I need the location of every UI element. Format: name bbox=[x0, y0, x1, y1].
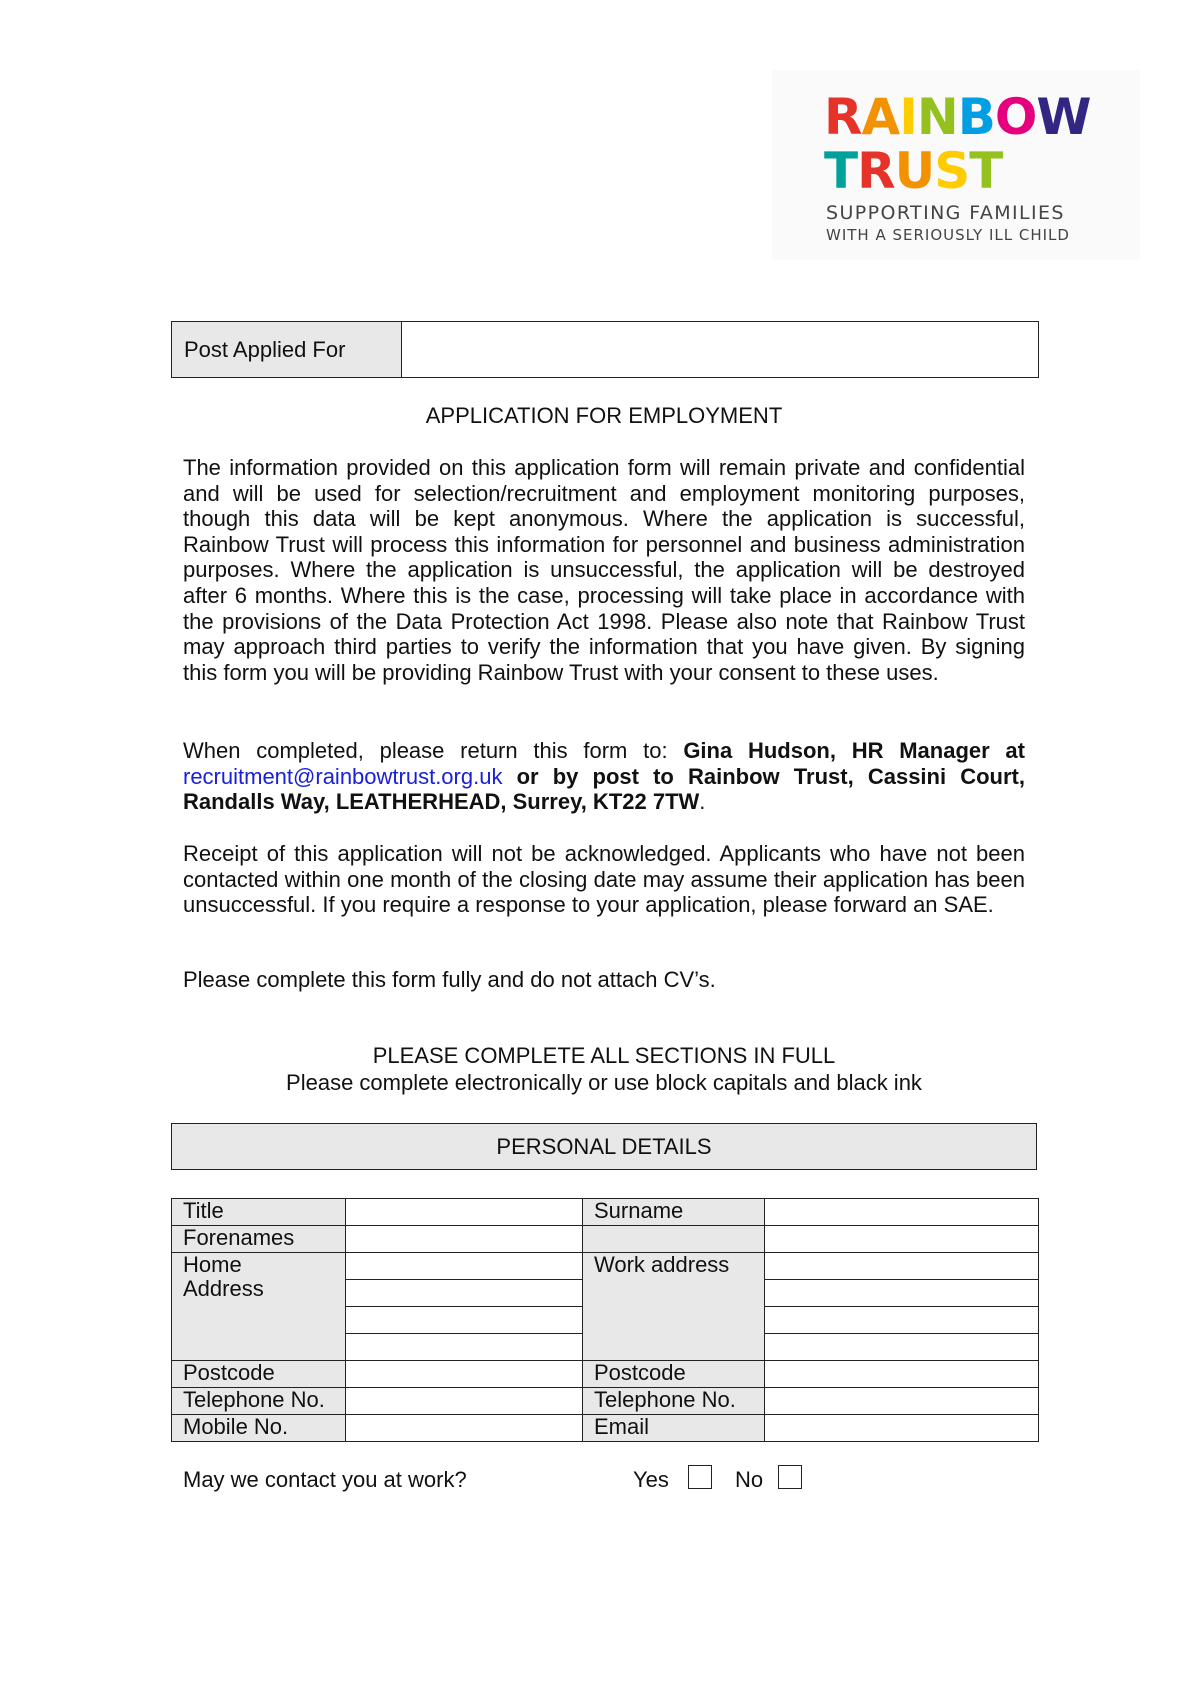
work-address-line-2[interactable] bbox=[765, 1280, 1039, 1307]
personal-details-table bbox=[171, 1198, 1039, 1442]
contact-at-work-question: May we contact you at work? bbox=[183, 1467, 467, 1492]
telephone-field[interactable] bbox=[346, 1388, 583, 1415]
forenames-field[interactable] bbox=[346, 1226, 583, 1253]
yes-checkbox[interactable] bbox=[688, 1465, 712, 1489]
email-label: Email bbox=[583, 1415, 765, 1442]
home-address-label-line2: Address bbox=[183, 1276, 264, 1301]
logo-letter: U bbox=[894, 142, 935, 200]
no-label: No bbox=[735, 1467, 764, 1492]
home-address-label-line1: Home bbox=[183, 1252, 242, 1277]
work-postcode-label: Postcode bbox=[583, 1361, 765, 1388]
home-address-line-2[interactable] bbox=[346, 1280, 583, 1307]
home-address-label bbox=[172, 1253, 346, 1361]
instructions-line-2: Please complete electronically or use block capitals and black ink bbox=[286, 1070, 922, 1095]
email-field[interactable] bbox=[765, 1415, 1039, 1442]
postcode-label: Postcode bbox=[172, 1361, 346, 1388]
forenames-label: Forenames bbox=[172, 1226, 346, 1253]
work-address-line-4[interactable] bbox=[765, 1334, 1039, 1361]
forenames-right-field[interactable] bbox=[765, 1226, 1039, 1253]
receipt-paragraph: Receipt of this application will not be acknowledged. Applicants who have not been contacted within one month of the closing date may assume their application has been unsuccessful. If you require a response to your application, please forward an SAE. bbox=[183, 841, 1025, 918]
logo-letter: B bbox=[957, 88, 995, 146]
logo-letter: O bbox=[994, 88, 1037, 146]
title-field[interactable] bbox=[346, 1199, 583, 1226]
cv-note: Please complete this form fully and do not attach CV’s. bbox=[183, 967, 716, 992]
postcode-field[interactable] bbox=[346, 1361, 583, 1388]
home-address-line-1[interactable] bbox=[346, 1253, 583, 1280]
return-instructions bbox=[183, 738, 1025, 815]
home-address-line-4[interactable] bbox=[346, 1334, 583, 1361]
surname-blank-label bbox=[583, 1226, 765, 1253]
form-title: APPLICATION FOR EMPLOYMENT bbox=[425, 403, 783, 428]
post-applied-label: Post Applied For bbox=[172, 322, 402, 377]
rainbow-trust-logo bbox=[772, 70, 1140, 260]
logo-letter: I bbox=[899, 88, 917, 146]
logo-letter: T bbox=[969, 142, 1003, 200]
telephone-label: Telephone No. bbox=[172, 1388, 346, 1415]
work-address-label: Work address bbox=[583, 1253, 765, 1361]
logo-letter: R bbox=[857, 142, 895, 200]
work-address-line-1[interactable] bbox=[765, 1253, 1039, 1280]
logo-letter: R bbox=[824, 88, 862, 146]
logo-word-trust bbox=[824, 142, 1003, 200]
logo-letter: N bbox=[916, 88, 958, 146]
logo-tagline-1: SUPPORTING FAMILIES bbox=[826, 202, 1065, 224]
work-address-line-3[interactable] bbox=[765, 1307, 1039, 1334]
return-postal-address: or by post to Rainbow Trust, Cassini Court, Randalls Way, LEATHERHEAD, Surrey, KT22 7TW bbox=[183, 763, 1025, 815]
logo-word-rainbow bbox=[824, 88, 1091, 146]
logo-tagline-2: WITH A SERIOUSLY ILL CHILD bbox=[826, 226, 1070, 244]
surname-field[interactable] bbox=[765, 1199, 1039, 1226]
logo-letter: S bbox=[934, 142, 970, 200]
work-telephone-field[interactable] bbox=[765, 1388, 1039, 1415]
mobile-field[interactable] bbox=[346, 1415, 583, 1442]
logo-letter: A bbox=[861, 88, 900, 146]
logo-letter: T bbox=[824, 142, 858, 200]
return-contact: Gina Hudson, HR Manager at bbox=[683, 738, 1025, 763]
work-telephone-label: Telephone No. bbox=[583, 1388, 765, 1415]
mobile-label: Mobile No. bbox=[172, 1415, 346, 1442]
return-prefix: When completed, please return this form to: bbox=[183, 738, 684, 763]
recruitment-email-link[interactable]: recruitment@rainbowtrust.org.uk bbox=[183, 763, 503, 789]
post-applied-field[interactable] bbox=[402, 322, 1038, 377]
no-checkbox[interactable] bbox=[778, 1465, 802, 1489]
return-suffix: . bbox=[699, 789, 706, 815]
post-applied-row bbox=[171, 321, 1039, 378]
home-address-line-3[interactable] bbox=[346, 1307, 583, 1334]
privacy-paragraph: The information provided on this application form will remain private and confidential and will be used for selection/recruitment and employment monitoring purposes, though this data will be kept anonymous. Where the application is successful, Rainbow Trust will process this information for personnel and business administration purposes. Where the application is unsuccessful, the application will be destroyed after 6 months. Where this is the case, processing will take place in accordance with the provisions of the Data Protection Act 1998. Please also note that Rainbow Trust may approach third parties to verify the information that you have given. By signing this form you will be providing Rainbow Trust with your consent to these uses. bbox=[183, 455, 1025, 685]
surname-label: Surname bbox=[583, 1199, 765, 1226]
personal-details-heading: PERSONAL DETAILS bbox=[171, 1123, 1037, 1170]
title-label: Title bbox=[172, 1199, 346, 1226]
work-postcode-field[interactable] bbox=[765, 1361, 1039, 1388]
instructions-line-1: PLEASE COMPLETE ALL SECTIONS IN FULL bbox=[372, 1043, 836, 1068]
logo-letter: W bbox=[1036, 88, 1091, 146]
yes-label: Yes bbox=[633, 1467, 669, 1492]
